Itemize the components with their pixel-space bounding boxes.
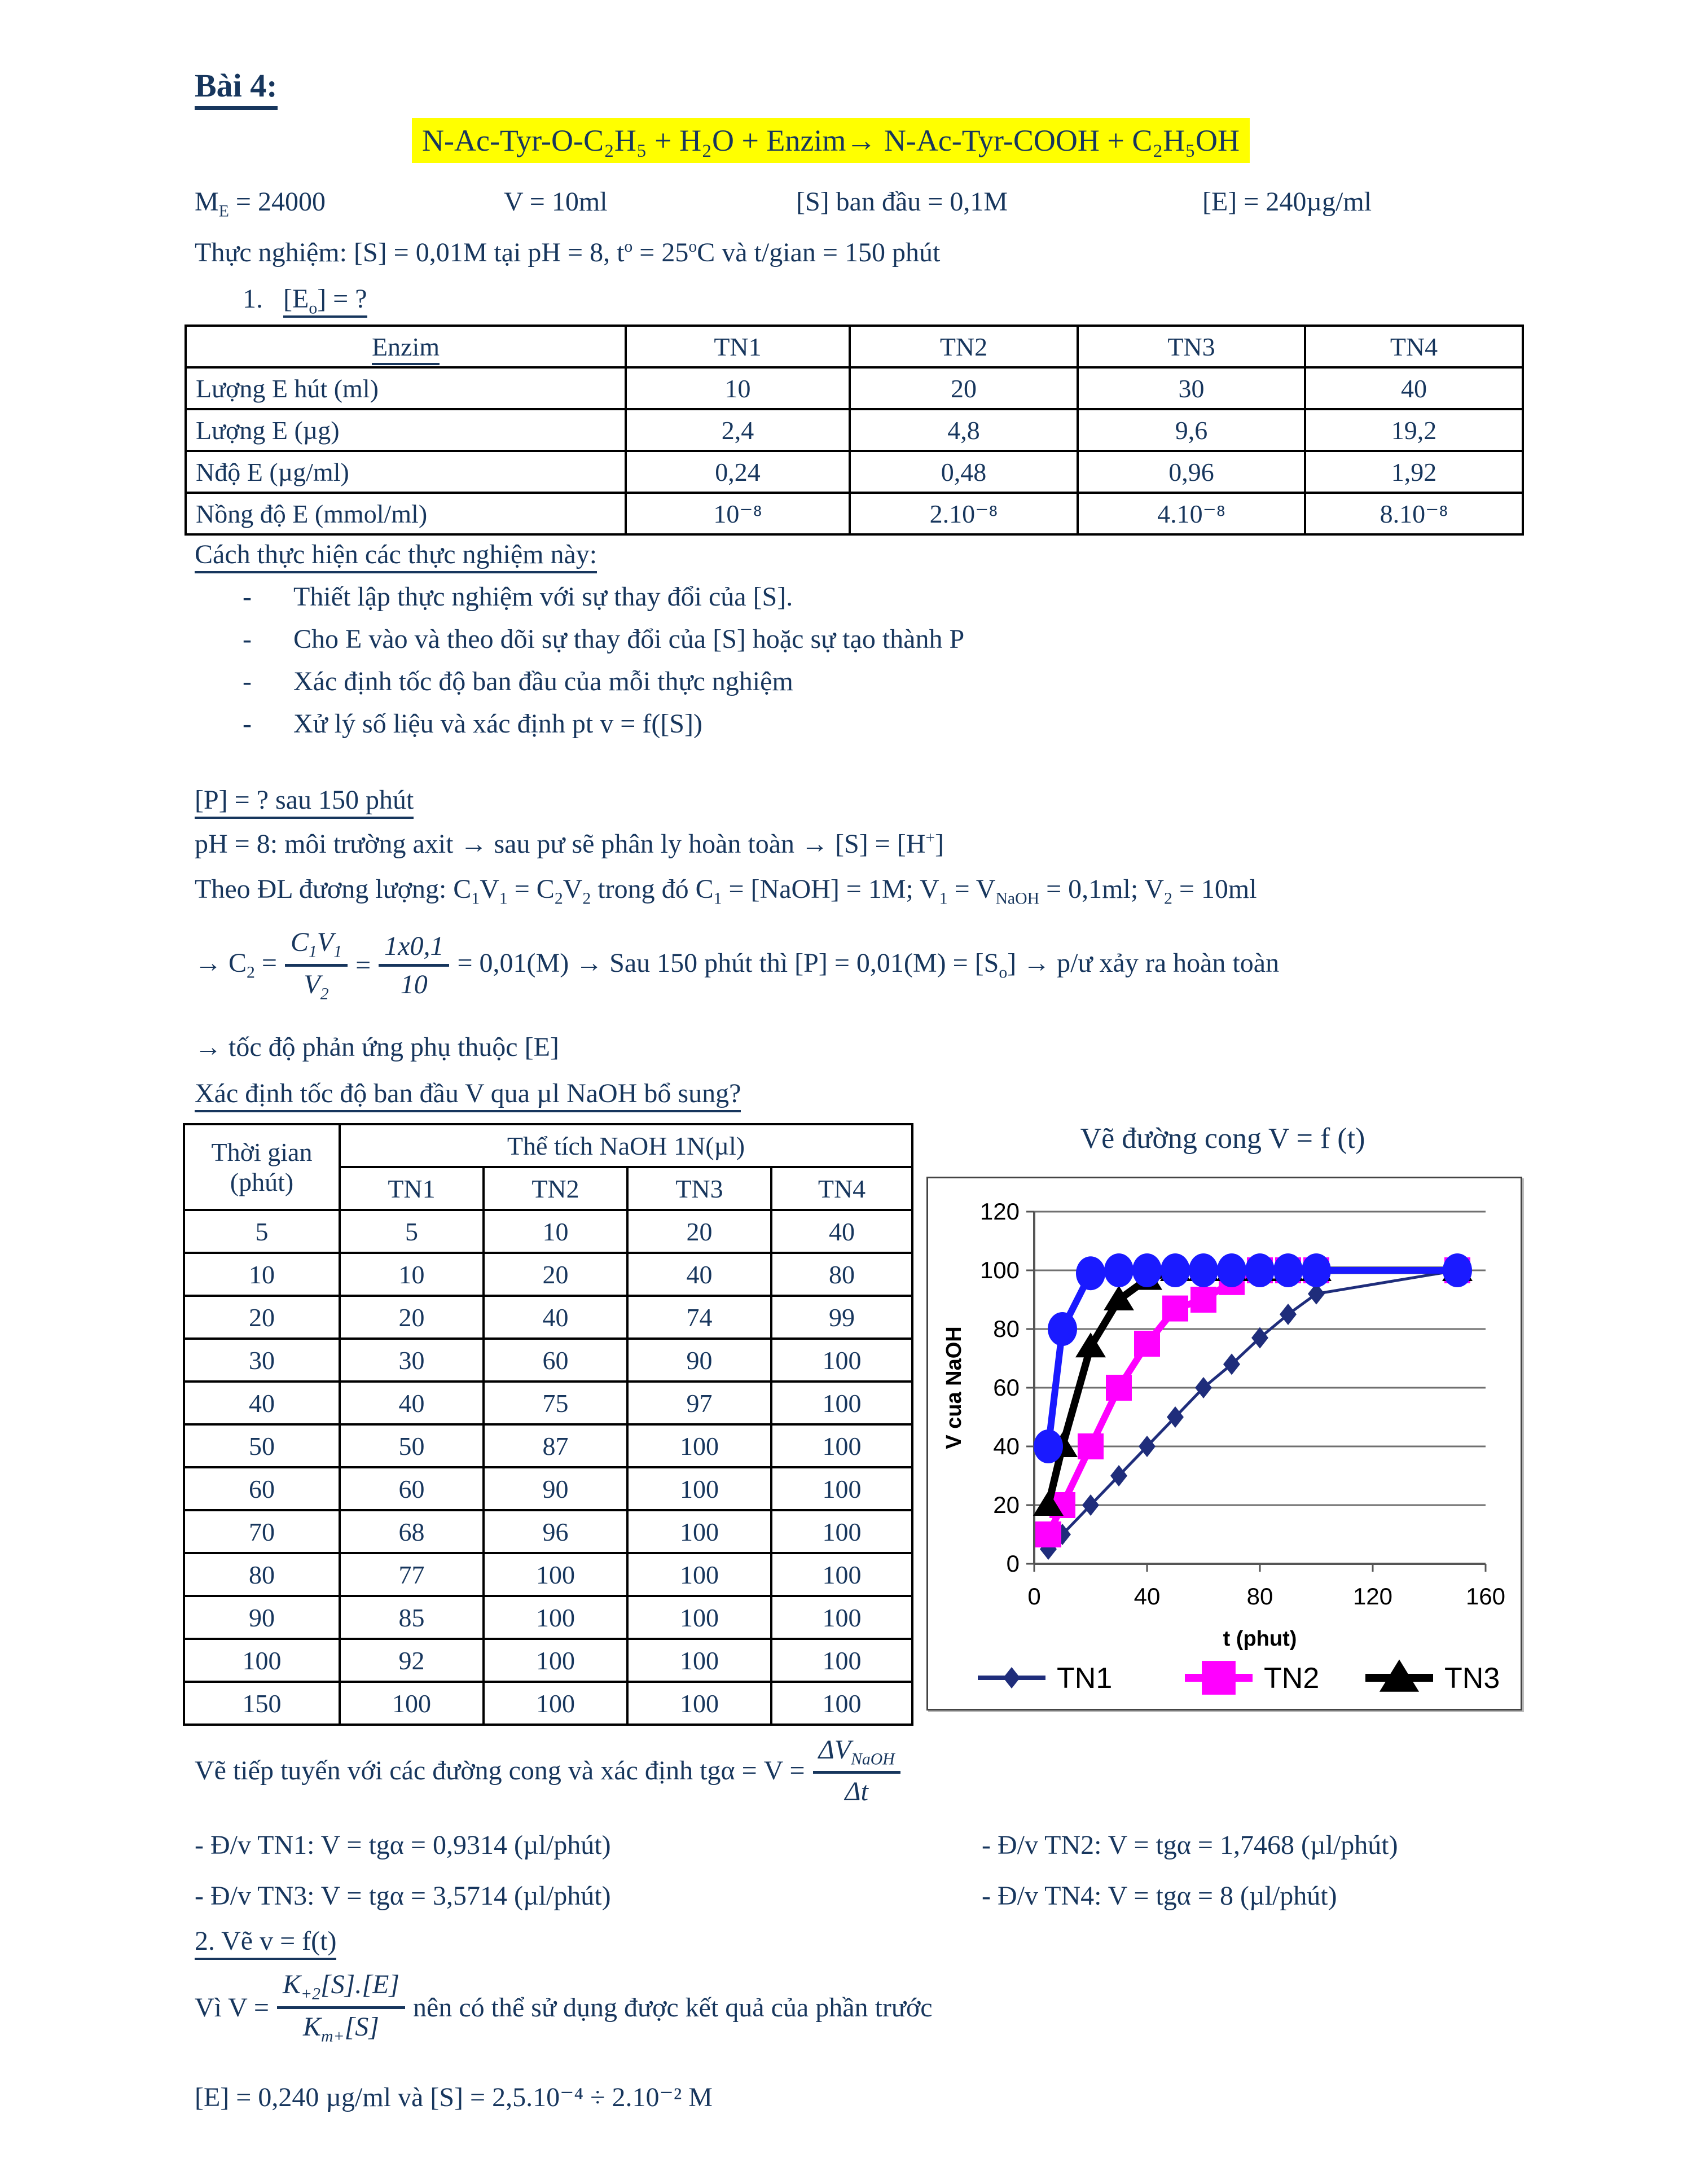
param-enzyme: [E] = 240µg/ml bbox=[1202, 187, 1372, 217]
bullet-dash-icon: - bbox=[243, 582, 252, 612]
svg-text:V cua NaOH: V cua NaOH bbox=[942, 1326, 966, 1449]
enzyme-table-header: TN3 bbox=[1078, 326, 1305, 367]
value-cell: 0,24 bbox=[626, 451, 850, 493]
value-cell: 74 bbox=[627, 1296, 771, 1339]
svg-text:TN2: TN2 bbox=[1264, 1662, 1320, 1695]
line-chart bbox=[928, 1178, 1521, 1709]
value-cell: 10 bbox=[484, 1210, 627, 1253]
table-row bbox=[186, 367, 1523, 409]
table-row bbox=[184, 1339, 912, 1382]
c2-frac2-numerator: 1x0,1 bbox=[379, 931, 449, 967]
bullet-dash-icon: - bbox=[243, 624, 252, 654]
enzyme-table-header: TN1 bbox=[626, 326, 850, 367]
table-row bbox=[184, 1253, 912, 1296]
value-cell: 10⁻⁸ bbox=[626, 493, 850, 534]
tangent-frac-denominator: Δt bbox=[845, 1777, 868, 1807]
tn-header-cell: TN3 bbox=[627, 1167, 771, 1210]
enzyme-table-header bbox=[186, 326, 626, 367]
chart-title: Vẽ đường cong V = f (t) bbox=[1080, 1122, 1365, 1155]
c2-frac1-denominator: $V_2$ bbox=[304, 969, 329, 1003]
value-cell: 60 bbox=[184, 1467, 340, 1510]
question-1-text: $[E_o]$ = ? bbox=[283, 284, 367, 318]
svg-text:60: 60 bbox=[993, 1374, 1020, 1401]
tangent-frac-numerator: $\Delta V_{NaOH}$ bbox=[813, 1734, 900, 1774]
value-cell: 10 bbox=[626, 367, 850, 409]
value-cell: 20 bbox=[850, 367, 1078, 409]
value-cell: 100 bbox=[771, 1467, 912, 1510]
tangent-lead: Vẽ tiếp tuyến với các đường cong và xác định tgα = V = bbox=[195, 1756, 805, 1786]
value-cell: 60 bbox=[340, 1467, 484, 1510]
param-volume: V = 10ml bbox=[504, 187, 608, 217]
svg-text:40: 40 bbox=[1134, 1583, 1161, 1610]
tn-header-cell: TN1 bbox=[340, 1167, 484, 1210]
table-row bbox=[184, 1682, 912, 1725]
c2-derivation bbox=[195, 917, 1279, 1013]
value-cell: 100 bbox=[771, 1424, 912, 1467]
value-cell: 20 bbox=[340, 1296, 484, 1339]
svg-text:TN3: TN3 bbox=[1444, 1662, 1500, 1695]
svg-text:20: 20 bbox=[993, 1492, 1020, 1518]
c2-lead: → $C_2$ = bbox=[195, 948, 277, 982]
table-row bbox=[184, 1210, 912, 1253]
svg-text:0: 0 bbox=[1027, 1583, 1041, 1610]
enzyme-table-header: TN4 bbox=[1305, 326, 1523, 367]
value-cell: 80 bbox=[184, 1553, 340, 1596]
row-label-cell: Nđộ E (µg/ml) bbox=[186, 451, 626, 493]
table-row bbox=[186, 409, 1523, 451]
tangent-fraction bbox=[813, 1734, 900, 1808]
param-me: $M_E = 24000$ bbox=[195, 187, 326, 221]
michaelis-equation bbox=[195, 1953, 933, 2063]
time-header-cell bbox=[184, 1124, 340, 1210]
c2-frac1-numerator: $C_1V_1$ bbox=[285, 927, 348, 967]
value-cell: 77 bbox=[340, 1553, 484, 1596]
value-cell: 10 bbox=[184, 1253, 340, 1296]
bullet-dash-icon: - bbox=[243, 709, 252, 739]
value-cell: 100 bbox=[627, 1467, 771, 1510]
value-cell: 100 bbox=[340, 1682, 484, 1725]
svg-text:80: 80 bbox=[1246, 1583, 1273, 1610]
tangent-tn3: - Đ/v TN3: V = tgα = 3,5714 (µl/phút) bbox=[195, 1881, 611, 1911]
value-cell: 60 bbox=[484, 1339, 627, 1382]
value-cell: 90 bbox=[627, 1339, 771, 1382]
value-cell: 100 bbox=[627, 1553, 771, 1596]
svg-text:0: 0 bbox=[1006, 1550, 1020, 1577]
value-cell: 40 bbox=[771, 1210, 912, 1253]
value-cell: 68 bbox=[340, 1510, 484, 1553]
value-cell: 100 bbox=[771, 1510, 912, 1553]
ph-line: pH = 8: môi trường axit → sau pư sẽ phân ly hoàn toàn → [S] = [H+] bbox=[195, 828, 944, 859]
equivalence-line: Theo ĐL đương lượng: $C_1V_1 = C_2V_2$ trong đó $C_1$ = [NaOH] = 1M; $V_1 = V_{NaOH} = 0,1ml$; $V_2 = 10ml$ bbox=[195, 874, 1257, 908]
naoh-volume-table-body bbox=[184, 1124, 912, 1725]
c2-fraction-1 bbox=[285, 927, 348, 1003]
method-heading: Cách thực hiện các thực nghiệm này: bbox=[195, 540, 597, 573]
value-cell: 90 bbox=[184, 1596, 340, 1639]
table-row bbox=[184, 1467, 912, 1510]
value-cell: 99 bbox=[771, 1296, 912, 1339]
value-cell: 8.10⁻⁸ bbox=[1305, 493, 1523, 534]
value-cell: 100 bbox=[771, 1639, 912, 1682]
value-cell: 40 bbox=[484, 1296, 627, 1339]
value-cell: 90 bbox=[484, 1467, 627, 1510]
enzyme-table-header: TN2 bbox=[850, 326, 1078, 367]
value-cell: 100 bbox=[771, 1682, 912, 1725]
value-cell: 100 bbox=[484, 1682, 627, 1725]
value-cell: 100 bbox=[627, 1682, 771, 1725]
value-cell: 100 bbox=[771, 1596, 912, 1639]
value-cell: 4,8 bbox=[850, 409, 1078, 451]
bullet-dash-icon: - bbox=[243, 666, 252, 696]
value-cell: 2.10⁻⁸ bbox=[850, 493, 1078, 534]
tn-header-cell: TN2 bbox=[484, 1167, 627, 1210]
enzyme-table-body bbox=[186, 326, 1523, 534]
value-cell: 20 bbox=[627, 1210, 771, 1253]
experiment-conditions: Thực nghiệm: [S] = 0,01M tại pH = 8, $t^o = 25^oC$ và t/gian = 150 phút bbox=[195, 237, 941, 267]
value-cell: 30 bbox=[184, 1339, 340, 1382]
rate-dependency-line: → tốc độ phản ứng phụ thuộc [E] bbox=[195, 1032, 559, 1062]
svg-text:t (phut): t (phut) bbox=[1223, 1627, 1297, 1651]
value-cell: 0,96 bbox=[1078, 451, 1305, 493]
table-row bbox=[186, 493, 1523, 534]
value-cell: 100 bbox=[627, 1424, 771, 1467]
value-cell: 20 bbox=[484, 1253, 627, 1296]
value-cell: 2,4 bbox=[626, 409, 850, 451]
value-cell: 100 bbox=[484, 1553, 627, 1596]
bullet-text: Xử lý số liệu và xác định pt v = f([S]) bbox=[293, 709, 702, 739]
table-row bbox=[186, 451, 1523, 493]
svg-text:120: 120 bbox=[979, 1198, 1020, 1225]
value-cell: 5 bbox=[184, 1210, 340, 1253]
tangent-definition bbox=[195, 1721, 908, 1820]
value-cell: 10 bbox=[340, 1253, 484, 1296]
param-substrate: [S] ban đầu = 0,1M bbox=[796, 187, 1008, 217]
value-cell: 50 bbox=[340, 1424, 484, 1467]
table-row bbox=[184, 1553, 912, 1596]
page-title: Bài 4: bbox=[195, 67, 278, 110]
enzyme-header-label: Enzim bbox=[372, 332, 440, 365]
value-cell: 20 bbox=[184, 1296, 340, 1339]
c2-tail: = 0,01(M) → Sau 150 phút thì $[P] = 0,01(M) = [S_o]$ → p/ư xảy ra hoàn toàn bbox=[457, 948, 1280, 982]
value-cell: 75 bbox=[484, 1382, 627, 1424]
value-cell: 97 bbox=[627, 1382, 771, 1424]
value-cell: 40 bbox=[1305, 367, 1523, 409]
enzyme-table bbox=[184, 324, 1524, 536]
method-bullet bbox=[243, 666, 964, 708]
svg-text:40: 40 bbox=[993, 1433, 1020, 1459]
value-cell: 0,48 bbox=[850, 451, 1078, 493]
value-cell: 80 bbox=[771, 1253, 912, 1296]
row-label-cell: Lượng E hút (ml) bbox=[186, 367, 626, 409]
time-header-line2: (phút) bbox=[230, 1168, 294, 1196]
bullet-text: Thiết lập thực nghiệm với sự thay đổi của [S]. bbox=[293, 582, 793, 612]
value-cell: 100 bbox=[771, 1553, 912, 1596]
question-1 bbox=[243, 283, 367, 318]
viv-lead: Vì V = bbox=[195, 1993, 269, 2023]
value-cell: 96 bbox=[484, 1510, 627, 1553]
value-cell: 100 bbox=[484, 1639, 627, 1682]
value-cell: 100 bbox=[627, 1639, 771, 1682]
value-cell: 100 bbox=[771, 1382, 912, 1424]
tn-header-cell: TN4 bbox=[771, 1167, 912, 1210]
naoh-span-header: Thể tích NaOH 1N(µl) bbox=[340, 1124, 912, 1167]
value-cell: 87 bbox=[484, 1424, 627, 1467]
value-cell: 30 bbox=[340, 1339, 484, 1382]
viv-fraction bbox=[277, 1969, 405, 2046]
value-cell: 100 bbox=[771, 1339, 912, 1382]
table-row bbox=[184, 1296, 912, 1339]
value-cell: 100 bbox=[484, 1596, 627, 1639]
value-cell: 19,2 bbox=[1305, 409, 1523, 451]
c2-equals: = bbox=[355, 950, 371, 980]
table-row bbox=[184, 1596, 912, 1639]
value-cell: 9,6 bbox=[1078, 409, 1305, 451]
value-cell: 40 bbox=[184, 1382, 340, 1424]
v0-heading: Xác định tốc độ ban đầu V qua µl NaOH bổ sung? bbox=[195, 1078, 741, 1112]
svg-text:80: 80 bbox=[993, 1315, 1020, 1342]
svg-text:120: 120 bbox=[1352, 1583, 1393, 1610]
value-cell: 100 bbox=[627, 1596, 771, 1639]
tangent-tn2: - Đ/v TN2: V = tgα = 1,7468 (µl/phút) bbox=[982, 1830, 1398, 1860]
value-cell: 50 bbox=[184, 1424, 340, 1467]
value-cell: 85 bbox=[340, 1596, 484, 1639]
method-bullet bbox=[243, 708, 964, 751]
question-1-number: 1. bbox=[243, 284, 263, 314]
value-cell: 5 bbox=[340, 1210, 484, 1253]
value-cell: 40 bbox=[627, 1253, 771, 1296]
c2-fraction-2 bbox=[379, 931, 449, 1000]
value-cell: 4.10⁻⁸ bbox=[1078, 493, 1305, 534]
row-label-cell: Nồng độ E (mmol/ml) bbox=[186, 493, 626, 534]
naoh-volume-table bbox=[183, 1123, 913, 1726]
value-cell: 30 bbox=[1078, 367, 1305, 409]
time-header-line1: Thời gian bbox=[211, 1138, 313, 1166]
svg-text:100: 100 bbox=[979, 1257, 1020, 1283]
tangent-tn1: - Đ/v TN1: V = tgα = 0,9314 (µl/phút) bbox=[195, 1830, 611, 1860]
method-bullet-list bbox=[243, 581, 964, 751]
table-row bbox=[184, 1510, 912, 1553]
method-bullet bbox=[243, 581, 964, 624]
svg-text:160: 160 bbox=[1465, 1583, 1506, 1610]
table-row bbox=[184, 1424, 912, 1467]
chart-container bbox=[926, 1177, 1522, 1711]
c2-frac2-denominator: 10 bbox=[400, 969, 428, 999]
value-cell: 150 bbox=[184, 1682, 340, 1725]
viv-frac-denominator: $K_{m+}[S]$ bbox=[303, 2012, 379, 2046]
svg-text:TN1: TN1 bbox=[1057, 1662, 1113, 1695]
value-cell: 100 bbox=[184, 1639, 340, 1682]
tangent-tn4: - Đ/v TN4: V = tgα = 8 (µl/phút) bbox=[982, 1881, 1337, 1911]
value-cell: 40 bbox=[340, 1382, 484, 1424]
bullet-text: Xác định tốc độ ban đầu của mỗi thực nghiệm bbox=[293, 666, 793, 696]
row-label-cell: Lượng E (µg) bbox=[186, 409, 626, 451]
method-bullet bbox=[243, 624, 964, 666]
final-concentrations-line: [E] = 0,240 µg/ml và [S] = 2,5.10⁻⁴ ÷ 2.10⁻² M bbox=[195, 2082, 713, 2112]
p-heading: [P] = ? sau 150 phút bbox=[195, 785, 414, 819]
reaction-equation: N-Ac-Tyr-O-C₂H₅ + H₂O + Enzim→ N-Ac-Tyr-COOH + C₂H₅OH bbox=[412, 118, 1250, 163]
value-cell: 100 bbox=[627, 1510, 771, 1553]
value-cell: 92 bbox=[340, 1639, 484, 1682]
viv-tail: nên có thể sử dụng được kết quả của phần trước bbox=[413, 1993, 933, 2023]
viv-frac-numerator: $K_{+2}[S].[E]$ bbox=[277, 1969, 405, 2009]
table-row bbox=[184, 1382, 912, 1424]
value-cell: 1,92 bbox=[1305, 451, 1523, 493]
part2-heading: 2. Vẽ v = f(t) bbox=[195, 1926, 336, 1960]
value-cell: 70 bbox=[184, 1510, 340, 1553]
bullet-text: Cho E vào và theo dõi sự thay đổi của [S] hoặc sự tạo thành P bbox=[293, 624, 965, 654]
table-row bbox=[184, 1639, 912, 1682]
